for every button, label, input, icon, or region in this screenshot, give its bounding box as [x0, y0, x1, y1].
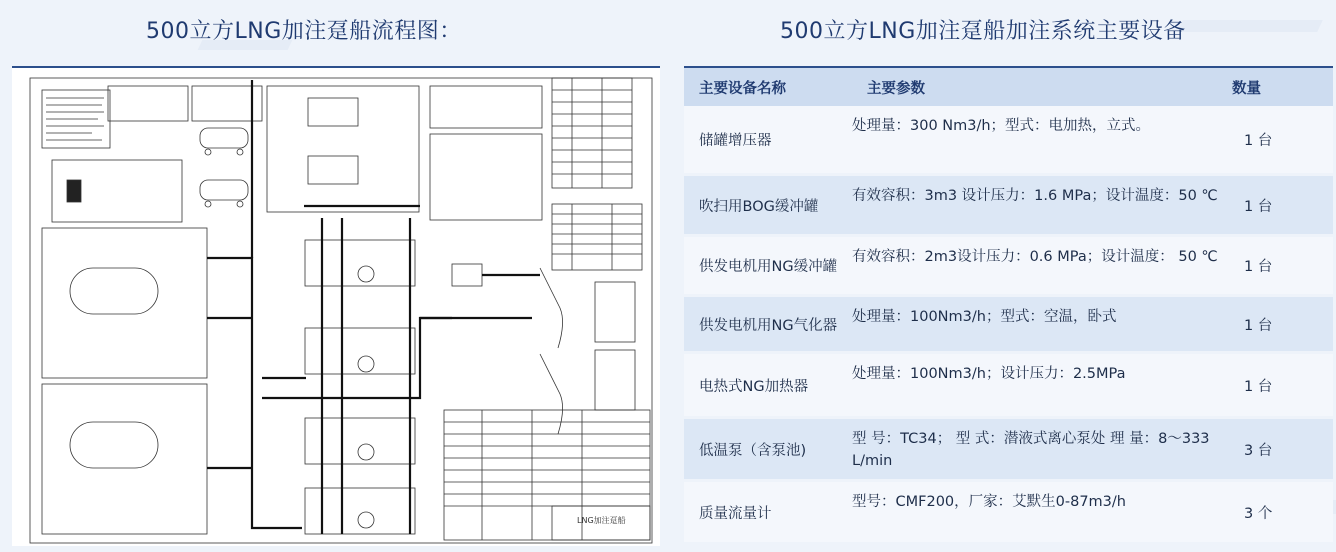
- table-row: [684, 297, 1333, 351]
- flowchart-title: 500立方LNG加注趸船流程图：: [146, 19, 462, 44]
- equipment-title: 500立方LNG加注趸船加注系统主要设备: [780, 19, 1186, 44]
- drawing-title-block: LNG加注趸船: [577, 516, 626, 525]
- table-row: [684, 176, 1333, 234]
- equipment-qty: 1 台: [1232, 176, 1333, 234]
- equipment-name: 吹扫用BOG缓冲罐: [684, 176, 852, 234]
- header-parameters: 主要参数: [852, 67, 1232, 106]
- equipment-param: 型 号：TC34； 型 式：潜液式离心泵处 理 量：8～333 L/min: [852, 419, 1232, 479]
- header-equipment-name: 主要设备名称: [684, 67, 852, 106]
- table-row: [684, 106, 1333, 173]
- table-header-row: [684, 67, 1333, 106]
- equipment-qty: 3 个: [1232, 482, 1333, 542]
- equipment-name: 电热式NG加热器: [684, 354, 852, 416]
- table-row: [684, 354, 1333, 416]
- equipment-qty: 1 台: [1232, 354, 1333, 416]
- equipment-qty: 1 台: [1232, 106, 1333, 173]
- header-quantity: 数量: [1232, 67, 1333, 106]
- table-row: [684, 237, 1333, 294]
- equipment-name: 储罐增压器: [684, 106, 852, 173]
- equipment-param: 有效容积：2m3设计压力：0.6 MPa；设计温度： 50 ℃: [852, 237, 1232, 294]
- equipment-name: 低温泵（含泵池): [684, 419, 852, 479]
- equipment-param: 处理量：100Nm3/h；设计压力：2.5MPa: [852, 354, 1232, 416]
- equipment-name: 质量流量计: [684, 482, 852, 542]
- table-row: [684, 482, 1333, 542]
- equipment-table: [684, 66, 1333, 542]
- equipment-name: 供发电机用NG气化器: [684, 297, 852, 351]
- process-flow-drawing: [12, 66, 660, 546]
- equipment-param: 有效容积：3m3 设计压力：1.6 MPa；设计温度：50 ℃: [852, 176, 1232, 234]
- equipment-param: 处理量：300 Nm3/h；型式：电加热，立式。: [852, 106, 1232, 173]
- table-row: [684, 419, 1333, 479]
- equipment-qty: 1 台: [1232, 237, 1333, 294]
- equipment-param: 型号：CMF200，厂家：艾默生0-87m3/h: [852, 482, 1232, 542]
- equipment-param: 处理量：100Nm3/h；型式：空温，卧式: [852, 297, 1232, 351]
- equipment-qty: 3 台: [1232, 419, 1333, 479]
- equipment-name: 供发电机用NG缓冲罐: [684, 237, 852, 294]
- equipment-qty: 1 台: [1232, 297, 1333, 351]
